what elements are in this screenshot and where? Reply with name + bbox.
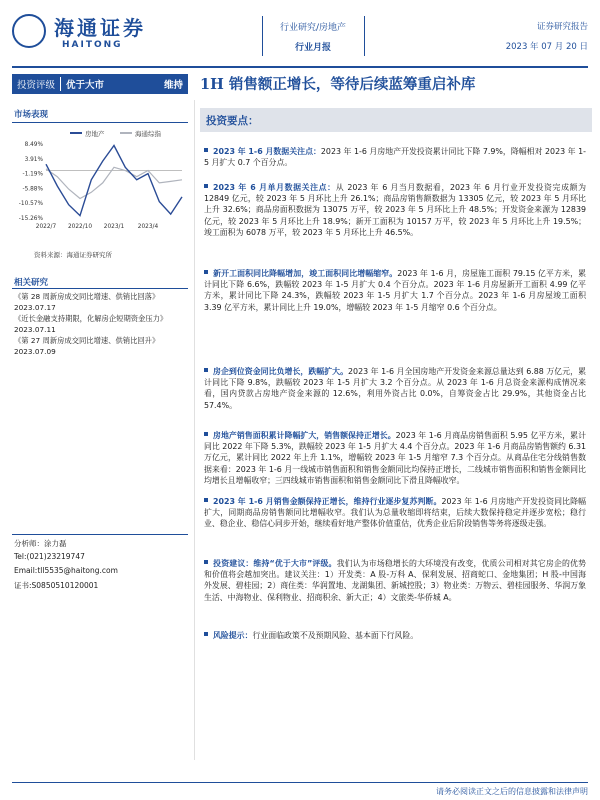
- bullet-icon: [204, 270, 208, 274]
- bullet-icon: [204, 368, 208, 372]
- bullet-icon: [204, 148, 208, 152]
- section-rule: [12, 122, 188, 123]
- header-rule: [12, 66, 588, 68]
- report-category: 行业研究/房地产: [279, 23, 347, 33]
- y-tick-label: -10.57%: [18, 201, 43, 208]
- y-tick-label: -5.88%: [22, 186, 43, 193]
- key-points-title: 投资要点：: [206, 115, 259, 127]
- bullet-icon: [204, 632, 208, 636]
- key-point: 房地产销售面积累计降幅扩大，销售额保持正增长。2023 年 1-6 月商品房销售面积 5.95 亿平方米，累计同比 2022 年下降 5.3%，跌幅较 2023 年 1-5 月扩大 4.4 个百分点。2023 年 1-6 月商品房销售额约 6.31 万亿元，累计同比 2022 年上升 1.1%，增幅较 2023 年 1-5 月缩窄 7.3 个百分点。从商品住宅分线销售数据来看：2023 年 1-6 月一线城市销售面积和销售金额同比均保持正增长，二线城市销售面积和销售金额同比均增长且增幅收窄；三四线城市销售面积和销售金额同比下滑且降幅收窄。: [204, 431, 586, 485]
- series-line-1: [46, 146, 182, 216]
- y-tick-label: -15.26%: [18, 216, 43, 222]
- bullet-icon: [204, 184, 208, 188]
- market-section-title: 市场表现: [14, 110, 49, 120]
- analyst-cert: 证书:S0850510120001: [14, 581, 99, 590]
- x-tick-label: 2022/7: [35, 224, 57, 230]
- footer-disclaimer[interactable]: 请务必阅读正文之后的信息披露和法律声明: [436, 787, 588, 796]
- rating-label: 投资评级: [17, 80, 56, 91]
- column-divider: [194, 100, 195, 760]
- chart-legend: [70, 129, 162, 138]
- chart-source: 资料来源：海通证券研究所: [34, 251, 112, 259]
- bullet-icon: [204, 560, 208, 564]
- section-rule: [12, 288, 188, 289]
- legend-label-series1: 房地产: [85, 130, 105, 138]
- rating-bar: [12, 74, 188, 94]
- bullet-icon: [204, 432, 208, 436]
- key-point: 风险提示：行业面临政策不及预期风险、基本面下行风险。: [204, 630, 586, 641]
- key-point: 2023 年 1-6 月销售金额保持正增长，维持行业逐步复苏判断。2023 年 1-6 月房地产开发投资同比降幅扩大，同期商品房销售额同比增幅收窄。我们认为总量收缩即将结束，后续大数保持稳定并逐步宽松；稳行业、稳企业、稳信心同步开始，继续看好地产整体价值重估，优秀企业后阶段销售等务将逐级走强。: [204, 497, 586, 529]
- x-tick-label: 2023/1: [103, 224, 125, 230]
- related-item[interactable]: 《近长金融支持期限，化解房企短期资金压力》2023.07.11: [14, 314, 168, 334]
- logo-text-cn: 海通证券: [54, 16, 146, 40]
- rating-change: 维持: [163, 80, 183, 91]
- report-kind: 行业月报: [294, 43, 331, 53]
- bullet-icon: [204, 498, 208, 502]
- rating-value: 优于大市: [66, 80, 105, 91]
- related-section-title: 相关研究: [14, 278, 49, 288]
- footer-rule: [12, 782, 588, 783]
- x-tick-label: 2023/4: [137, 224, 159, 230]
- section-rule: [12, 534, 188, 535]
- market-chart: [12, 126, 188, 244]
- logo-mark-icon: [12, 14, 46, 48]
- doc-type: 证券研究报告: [536, 22, 588, 32]
- analyst-email[interactable]: Email:tll5535@haitong.com: [14, 566, 118, 575]
- related-item[interactable]: 《第 27 周新房成交同比增速、供销比回升》2023.07.09: [14, 336, 160, 356]
- logo-text-en: HAITONG: [62, 40, 123, 50]
- y-tick-label: 8.49%: [24, 142, 43, 148]
- page-title: 1H 销售额正增长，等待后续蓝筹重启补库: [200, 76, 476, 93]
- analyst-name: 分析师：涂力磊: [14, 539, 67, 548]
- legend-label-series2: 海通综指: [135, 130, 161, 138]
- related-item[interactable]: 《第 28 周新房成交同比增速、供销比回落》2023.07.17: [14, 292, 160, 312]
- key-point: 投资建议：维持“优于大市”评级。我们认为市场稳增长的大环境没有改变，优质公司相对其它房企的优势和价值将会越加突出。建议关注：1）开发类：A 股-万科 A、保利发展、招商蛇口、金地集团；H 股-中国海外发展、碧桂园；2）商住类：华润置地、龙湖集团、新城控股；3）物业类：万物云、碧桂园服务、华润万象生活、中海物业、保利物业、招商积余、新大正；4）文旅类-华侨城 A。: [204, 559, 586, 602]
- key-point: 新开工面积同比降幅增加，竣工面积同比增幅缩窄。2023 年 1-6 月，房屋施工面积 79.15 亿平方米，累计同比下降 6.6%，跌幅较 2023 年 1-5 月扩大 0.4 个百分点。2023 年 1-6 月房屋新开工面积 4.99 亿平方米，累计同比下降 24.3%，跌幅较 2023 年 1-5 月扩大 1.7 个百分点。2023 年 1-6 月房屋竣工面积 3.39 亿平方米，累计同比上升 19.0%，增幅较 2023 年 1-5 月缩窄 0.6 个百分点。: [204, 269, 586, 312]
- key-point: 2023 年 6 月单月数据关注点：从 2023 年 6 月当月数据看，2023 年 6 月行业开发投资完成额为 12849 亿元，较 2023 年 5 月环比上升 26.1%；商品房销售额数据为 13305 亿元，较 2023 年 5 月环比上升 32.6%；商品房面积数据为 13075 万平，较 2023 年 5 月环比上升 48.5%；开发资金来源为 12839 亿元，较 2023 年 5 月环比上升 18.9%；新开工面积为 10157 万平，较 2023 年 5 月环比上升 19.5%；竣工面积为 6078 万平，较 2023 年 5 月环比上升 46.5%。: [204, 183, 586, 237]
- y-tick-label: 3.91%: [24, 156, 43, 163]
- series-line-2: [46, 167, 182, 198]
- key-point: 房企到位资金同比负增长，跌幅扩大。2023 年 1-6 月全国房地产开发资金来源总量达到 6.88 万亿元，累计同比下降 9.8%，跌幅较 2023 年 1-5 月扩大 3.2 个百分点。从 2023 年 1-6 月总资金来源构成情况来看，国内贷款占房地产资金来源的 12.6%，利用外资占比 0.0%，自筹资金占比 29.9%，其他资金占比 57.4%。: [204, 367, 586, 410]
- key-point: 2023 年 1-6 月数据关注点：2023 年 1-6 月房地产开发投资累计同比下降 7.9%，降幅相对 2023 年 1-5 月扩大 0.7 个百分点。: [204, 147, 586, 168]
- report-date: 2023 年 07 月 20 日: [505, 42, 588, 52]
- x-tick-label: 2022/10: [67, 224, 93, 230]
- header-divider: [262, 16, 263, 56]
- header-divider: [364, 16, 365, 56]
- y-tick-label: -1.19%: [22, 171, 43, 178]
- analyst-tel: Tel:(021)23219747: [14, 552, 85, 561]
